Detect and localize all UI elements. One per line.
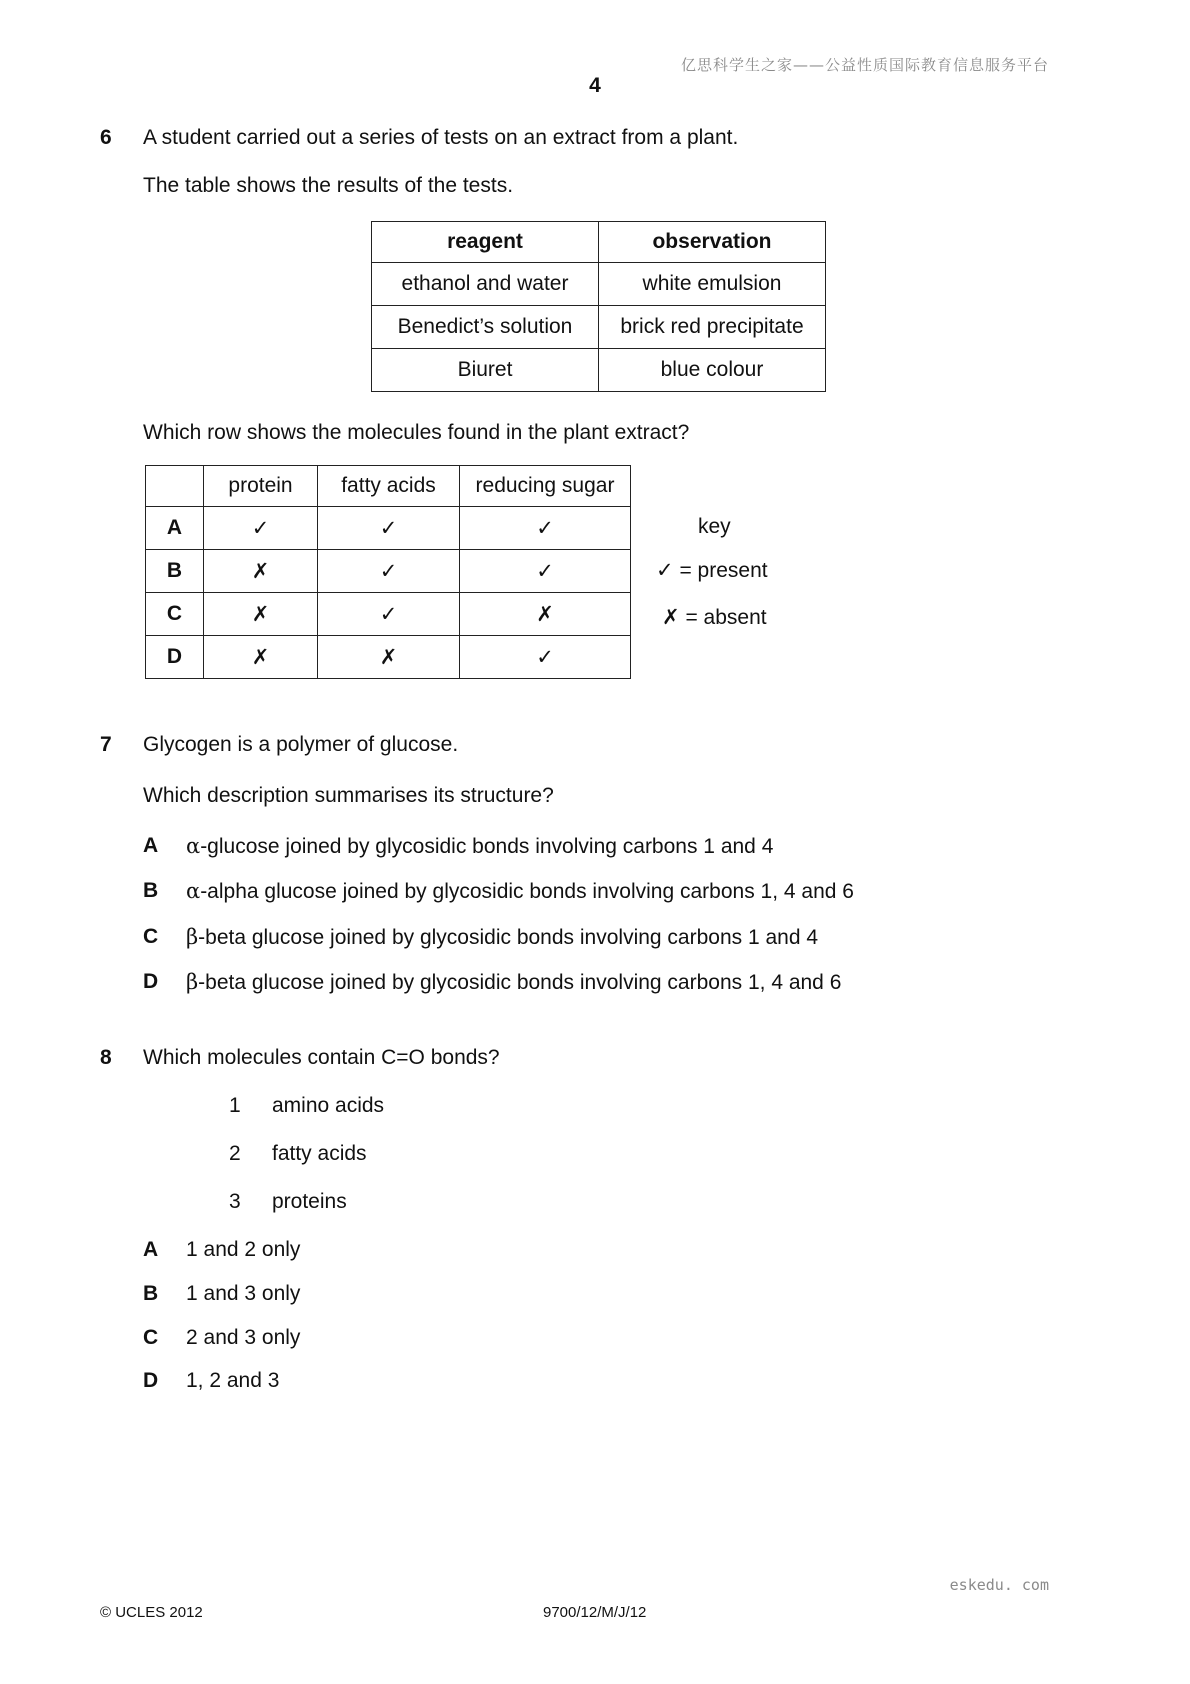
tests-table [371,221,826,392]
option-text: 1, 2 and 3 [186,1369,280,1392]
option-text: 1 and 3 only [186,1282,301,1305]
option-text [186,879,854,904]
key-absent-text: = absent [685,606,767,629]
footer-watermark: eskedu. com [949,1576,1049,1594]
tests-table-header-row [372,222,826,263]
table-row [146,593,631,636]
cross-icon: ✗ [318,636,460,679]
option-description: -beta glucose joined by glycosidic bonds involving carbons 1, 4 and 6 [198,971,842,994]
table-row [146,636,631,679]
check-icon: ✓ [204,507,318,550]
greek-letter: β [186,925,199,949]
option-letter: C [143,925,159,948]
greek-letter: β [186,970,199,994]
item-text: proteins [272,1190,347,1213]
item-number: 1 [229,1094,241,1117]
key-title: key [698,515,731,538]
footer-copyright: © UCLES 2012 [100,1604,203,1621]
options-table [145,465,631,679]
option-letter: D [143,970,159,993]
table-row [372,349,826,392]
options-header-fatty-acids: fatty acids [318,466,460,507]
option-text [186,925,818,950]
option-description: -alpha glucose joined by glycosidic bonds involving carbons 1, 4 and 6 [200,880,854,903]
option-letter: B [143,879,159,902]
option-letter: A [143,1238,159,1261]
greek-letter: α [186,879,201,903]
page-number: 4 [589,74,601,97]
table-row [146,507,631,550]
table-row [372,306,826,349]
greek-letter: α [186,834,201,858]
observation-cell: white emulsion [599,263,826,306]
row-letter: B [146,550,204,593]
option-letter: D [143,1369,159,1392]
question-6-question: Which row shows the molecules found in the plant extract? [143,421,690,444]
item-number: 3 [229,1190,241,1213]
question-8-stem: Which molecules contain C=O bonds? [143,1046,500,1069]
key-present-text: = present [679,559,768,582]
option-letter: A [143,834,159,857]
check-icon: ✓ [318,550,460,593]
check-icon: ✓ [318,593,460,636]
tests-header-reagent: reagent [372,222,599,263]
options-header-reducing-sugar: reducing sugar [460,466,631,507]
reagent-cell: Biuret [372,349,599,392]
option-text: 1 and 2 only [186,1238,301,1261]
cross-icon: ✗ [204,636,318,679]
reagent-cell: ethanol and water [372,263,599,306]
question-6-stem: A student carried out a series of tests on an extract from a plant. [143,126,739,149]
option-letter: C [143,1326,159,1349]
options-header-blank [146,466,204,507]
item-text: fatty acids [272,1142,367,1165]
cross-icon: ✗ [460,593,631,636]
option-description: -beta glucose joined by glycosidic bonds involving carbons 1 and 4 [198,926,819,949]
option-text [186,970,841,995]
header-watermark: 亿思科学生之家——公益性质国际教育信息服务平台 [680,56,1049,74]
check-icon: ✓ [460,507,631,550]
row-letter: A [146,507,204,550]
cross-icon: ✗ [204,550,318,593]
row-letter: D [146,636,204,679]
cross-icon: ✗ [662,605,680,629]
reagent-cell: Benedict’s solution [372,306,599,349]
question-7-number: 7 [100,733,112,756]
option-description: -glucose joined by glycosidic bonds involving carbons 1 and 4 [200,835,774,858]
question-7-stem: Glycogen is a polymer of glucose. [143,733,459,756]
question-7-question: Which description summarises its structure? [143,784,554,807]
check-icon: ✓ [318,507,460,550]
question-6-intro: The table shows the results of the tests. [143,174,514,197]
option-letter: B [143,1282,159,1305]
option-text [186,834,773,859]
table-row [372,263,826,306]
observation-cell: blue colour [599,349,826,392]
question-8-number: 8 [100,1046,112,1069]
check-icon: ✓ [656,558,674,582]
item-number: 2 [229,1142,241,1165]
observation-cell: brick red precipitate [599,306,826,349]
options-header-protein: protein [204,466,318,507]
check-icon: ✓ [460,636,631,679]
question-6-number: 6 [100,126,112,149]
option-text: 2 and 3 only [186,1326,301,1349]
row-letter: C [146,593,204,636]
cross-icon: ✗ [204,593,318,636]
key-present [656,558,768,583]
table-row [146,550,631,593]
footer-code: 9700/12/M/J/12 [543,1604,647,1621]
options-table-header-row [146,466,631,507]
check-icon: ✓ [460,550,631,593]
item-text: amino acids [272,1094,385,1117]
tests-header-observation: observation [599,222,826,263]
key-absent [662,605,767,630]
